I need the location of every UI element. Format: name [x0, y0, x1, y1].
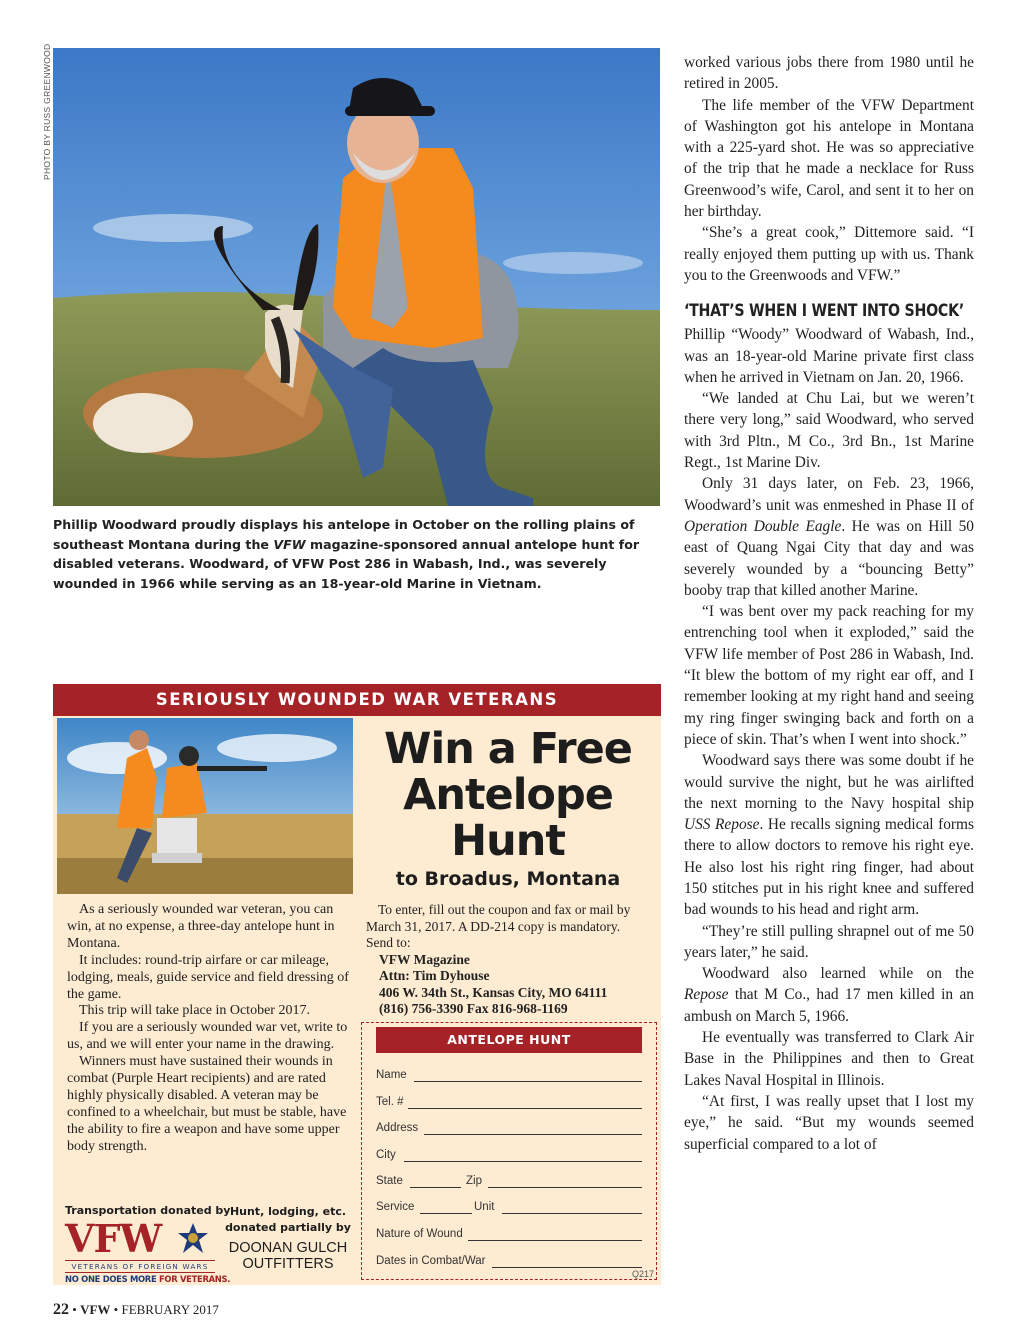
field-label: Unit	[474, 1201, 495, 1213]
article-paragraph: “She’s a great cook,” Dittemore said. “I really enjoyed them putting up with us. Thank you to the Greenwoods and VFW.”	[684, 224, 974, 284]
page-footer	[53, 1301, 219, 1319]
coupon-field-tel[interactable]	[376, 1096, 642, 1112]
vfw-cross-emblem-icon	[177, 1222, 209, 1256]
ad-paragraph: As a seriously wounded war veteran, you can win, at no expense, a three-day antelope hunt in Montana.	[67, 902, 335, 951]
field-line	[414, 1081, 642, 1082]
address-line: (816) 756-3390 Fax 816-968-1169	[379, 1001, 568, 1016]
caption-text-part: Phillip Woodward proudly displays his antelope in October on the rolling plains of southeast Montana during the	[53, 517, 635, 552]
field-label: Dates in Combat/War	[376, 1255, 486, 1267]
field-label: Service	[376, 1201, 415, 1213]
vfw-tagline	[65, 1274, 231, 1284]
text-run: Woodward says there was some doubt if he would survive the night, but he was airlifted the next morning to the Navy hospital ship	[684, 752, 974, 812]
ad-paragraph: It includes: round-trip airfare or car mileage, lodging, meals, guide service and field dressing of the game.	[67, 952, 349, 1002]
photo-caption	[53, 515, 665, 593]
field-line	[488, 1187, 642, 1188]
coupon-field-zip[interactable]	[466, 1175, 642, 1191]
text-run: . He was on Hill 50 east of Quang Ngai City that day and was severely wounded by a “bouncing Betty” booby trap that killed another Marine.	[684, 517, 974, 599]
outfitter-name: DOONAN GULCH OUTFITTERS	[228, 1240, 348, 1272]
ad-paragraph: This trip will take place in October 2017.	[79, 1003, 310, 1019]
italic-run: Operation Double Eagle	[684, 517, 842, 535]
vfw-logo-letters: VFW	[65, 1216, 162, 1261]
tagline-part: FOR VETERANS.	[159, 1274, 231, 1284]
caption-text-part: magazine-sponsored annual antelope hunt for disabled veterans. Woodward, of VFW Post 286 in Wabash, Ind., was severely wounded in 1966 while serving as an 18-year-old Marine in Vietnam.	[53, 536, 640, 591]
entry-coupon	[361, 1022, 657, 1280]
ad-entry-instructions: To enter, fill out the coupon and fax or mail by March 31, 2017. A DD-214 copy is mandatory. Send to:	[366, 902, 631, 950]
article-paragraph: “We landed at Chu Lai, but we weren’t there very long,” said Woodward, who served with 3rd Pltn., M Co., 3rd Bn., 1st Marine Regt., 1st Marine Div.	[684, 390, 974, 472]
article-paragraph	[684, 963, 974, 1027]
article-paragraph	[684, 750, 974, 920]
hunters-with-rifle-photo	[57, 718, 353, 894]
coupon-header: ANTELOPE HUNT	[376, 1027, 642, 1053]
text-run: that M Co., had 17 men killed in an ambush on March 5, 1966.	[684, 986, 974, 1025]
article-paragraph	[684, 473, 974, 601]
ad-paragraph: If you are a seriously wounded war vet, write to us, and we will enter your name in the drawing.	[67, 1020, 348, 1053]
coupon-field-city[interactable]	[376, 1149, 642, 1165]
main-photo	[53, 48, 660, 506]
address-line: 406 W. 34th St., Kansas City, MO 64111	[379, 984, 608, 1000]
text-run: . He recalls signing medical forms there to allow doctors to remove his right eye. He also lost his right ring finger, had about 150 stitches put in his right knee and suffered bad wounds to his head and right arm.	[684, 816, 975, 919]
article-paragraph: He eventually was transferred to Clark Air Base in the Philippines and then to Great Lakes Naval Hospital in Illinois.	[684, 1029, 974, 1089]
field-label: State	[376, 1175, 403, 1187]
photo-credit-text: PHOTO BY RUSS GREENWOOD	[42, 43, 52, 180]
vfw-logo-subtitle: VETERANS OF FOREIGN WARS	[65, 1260, 215, 1273]
coupon-field-wound[interactable]	[376, 1228, 642, 1244]
hunter-with-antelope-photo	[53, 48, 660, 506]
coupon-field-address[interactable]	[376, 1122, 642, 1138]
italic-run: USS Repose	[684, 816, 760, 834]
article-paragraph: The life member of the VFW Department of Washington got his antelope in Montana with a 225-yard shot. He was so appreciative of the trip that he made a necklace for Russ Greenwood’s wife, Carol, and sent it to her on her birthday.	[684, 96, 974, 221]
page-number: 22	[53, 1301, 69, 1318]
italic-run: Repose	[684, 986, 729, 1004]
field-line	[492, 1267, 642, 1268]
coupon-field-unit[interactable]	[474, 1201, 642, 1217]
article-paragraph: “They’re still pulling shrapnel out of me 50 years later,” he said.	[684, 922, 974, 961]
footer-bullet: •	[72, 1302, 81, 1317]
field-line	[424, 1134, 642, 1135]
address-line: VFW Magazine	[379, 951, 470, 967]
field-label: Name	[376, 1069, 407, 1081]
field-label: City	[376, 1149, 396, 1161]
article-paragraph: “At first, I was really upset that I lost my eye,” he said. “But my wounds seemed superficial compared to a lot of	[684, 1092, 974, 1153]
article-paragraph: worked various jobs there from 1980 until he retired in 2005.	[684, 54, 974, 93]
field-line	[420, 1213, 472, 1214]
field-label: Zip	[466, 1175, 482, 1187]
article-right-column	[684, 52, 974, 1155]
ad-paragraph: Winners must have sustained their wounds in combat (Purple Heart recipients) and are rated highly physically disabled. A veteran may be confined to a wheelchair, but must be stable, have the ability to fire a weapon and have some upper body strength.	[67, 1054, 347, 1154]
article-paragraph: “I was bent over my pack reaching for my entrenching tool when it exploded,” said the VFW life member of Post 286 in Wabash, Ind. “It blew the bottom of my right ear off, and I remember looking at my right hand and seeing my ring finger swinging back and forth on a piece of skin. That’s when I went into shock.”	[684, 603, 974, 748]
ad-header: SERIOUSLY WOUNDED WAR VETERANS	[53, 684, 661, 716]
text-run: Woodward also learned while on the	[702, 965, 974, 983]
ad-subtitle: to Broadus, Montana	[395, 868, 621, 890]
article-paragraph: Phillip “Woody” Woodward of Wabash, Ind., was an 18-year-old Marine private first class when he arrived in Vietnam on Jan. 20, 1966.	[684, 326, 974, 386]
text-run: Only 31 days later, on Feb. 23, 1966, Woodward’s unit was enmeshed in Phase II of	[684, 475, 974, 514]
caption-italic-magazine: VFW	[273, 536, 306, 552]
field-line	[502, 1213, 642, 1214]
coupon-field-service[interactable]	[376, 1201, 476, 1217]
field-label: Address	[376, 1122, 419, 1134]
transport-label: Transportation donated by	[65, 1204, 231, 1217]
issue-date: FEBRUARY 2017	[121, 1302, 219, 1317]
ad-title	[363, 726, 653, 864]
coupon-field-dates[interactable]	[376, 1255, 642, 1271]
vfw-logo	[65, 1216, 231, 1284]
ad-left-text	[67, 902, 353, 1156]
ad-right-text	[366, 902, 648, 1018]
ad-title-line: Hunt	[451, 816, 565, 866]
coupon-field-name[interactable]	[376, 1069, 642, 1085]
field-line	[410, 1187, 461, 1188]
ad-photo	[57, 718, 353, 894]
magazine-name: VFW	[80, 1302, 111, 1317]
tagline-part: NO ONE DOES MORE	[65, 1274, 159, 1284]
coupon-code: Q217	[631, 1269, 654, 1279]
footer-bullet: •	[113, 1302, 122, 1317]
field-line	[408, 1108, 642, 1109]
field-label: Nature of Wound	[376, 1228, 463, 1240]
field-label: Tel. #	[376, 1096, 404, 1108]
field-line	[468, 1240, 642, 1241]
hunt-label: Hunt, lodging, etc. donated partially by	[225, 1205, 351, 1234]
antelope-hunt-ad	[53, 684, 661, 1285]
address-line: Attn: Tim Dyhouse	[379, 968, 490, 983]
coupon-field-state[interactable]	[376, 1175, 466, 1191]
ad-title-line: Antelope	[403, 770, 613, 820]
section-heading: ‘THAT’S WHEN I WENT INTO SHOCK’	[684, 301, 964, 321]
ad-title-line: Win a Free	[384, 724, 632, 774]
ad-sponsor-credits	[53, 1200, 353, 1285]
field-line	[404, 1161, 642, 1162]
